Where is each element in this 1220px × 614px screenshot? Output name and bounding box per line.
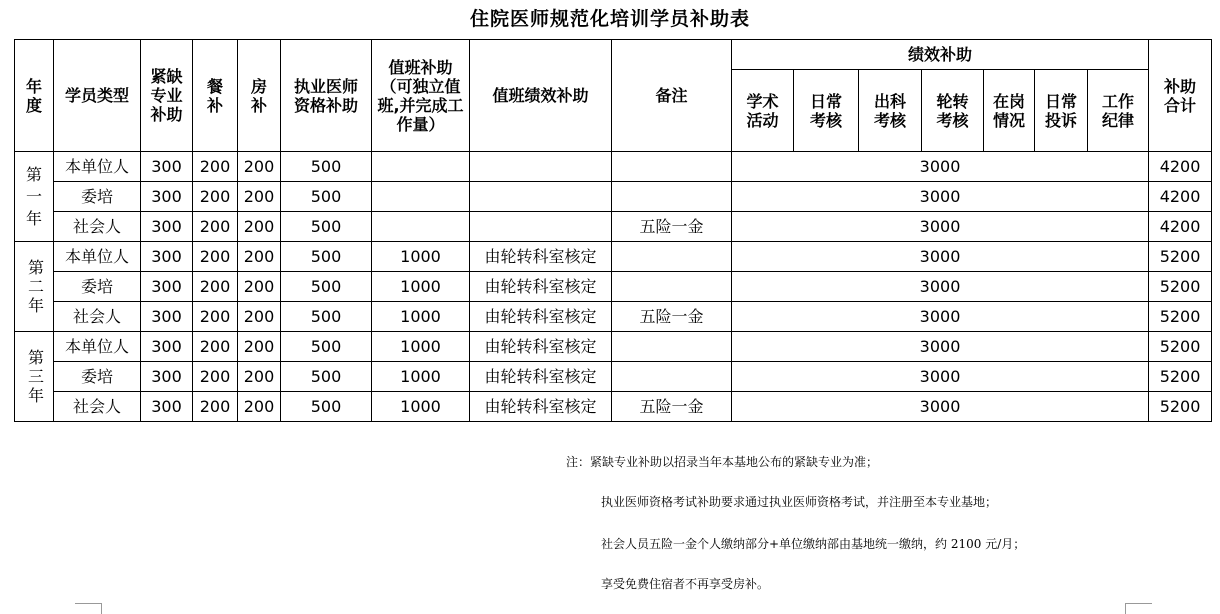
cell-type: 本单位人 — [54, 242, 141, 272]
cell-meal: 200 — [193, 332, 238, 362]
cell-housing: 200 — [238, 332, 281, 362]
table-row — [15, 362, 1212, 392]
perf-item-academic: 学术活动 — [732, 70, 794, 152]
cell-meal: 200 — [193, 302, 238, 332]
cell-type: 委培 — [54, 272, 141, 302]
cell-remark: 五险一金 — [612, 212, 732, 242]
cell-housing: 200 — [238, 302, 281, 332]
cell-total: 5200 — [1149, 302, 1212, 332]
cell-housing: 200 — [238, 392, 281, 422]
note-1: 注：紧缺专业补助以招录当年本基地公布的紧缺专业为准； — [566, 455, 879, 469]
table-row — [15, 152, 1212, 182]
cell-type: 委培 — [54, 362, 141, 392]
page-corner-mark-left — [75, 603, 102, 614]
cell-total: 5200 — [1149, 242, 1212, 272]
cell-performance: 3000 — [732, 272, 1149, 302]
perf-item-daily-assess: 日常考核 — [794, 70, 859, 152]
cell-type: 委培 — [54, 182, 141, 212]
cell-total: 4200 — [1149, 152, 1212, 182]
cell-performance: 3000 — [732, 362, 1149, 392]
cell-type: 社会人 — [54, 302, 141, 332]
cell-qualification: 500 — [281, 362, 372, 392]
year-label: 第二年 — [15, 242, 54, 332]
col-duty-perf: 值班绩效补助 — [470, 40, 612, 152]
table-row — [15, 302, 1212, 332]
cell-duty: 1000 — [372, 272, 470, 302]
cell-total: 5200 — [1149, 332, 1212, 362]
cell-duty-perf: 由轮转科室核定 — [470, 392, 612, 422]
cell-total: 4200 — [1149, 212, 1212, 242]
perf-item-exit-exam: 出科考核 — [859, 70, 922, 152]
cell-performance: 3000 — [732, 392, 1149, 422]
cell-type: 社会人 — [54, 212, 141, 242]
cell-remark: 五险一金 — [612, 392, 732, 422]
cell-meal: 200 — [193, 242, 238, 272]
cell-duty — [372, 152, 470, 182]
cell-performance: 3000 — [732, 242, 1149, 272]
col-meal: 餐补 — [193, 40, 238, 152]
col-duty: 值班补助（可独立值班,并完成工作量） — [372, 40, 470, 152]
cell-performance: 3000 — [732, 212, 1149, 242]
cell-qualification: 500 — [281, 392, 372, 422]
cell-total: 5200 — [1149, 392, 1212, 422]
year-label: 第三年 — [15, 332, 54, 422]
cell-total: 4200 — [1149, 182, 1212, 212]
cell-meal: 200 — [193, 212, 238, 242]
cell-duty-perf: 由轮转科室核定 — [470, 362, 612, 392]
header-row — [15, 40, 1212, 70]
cell-performance: 3000 — [732, 332, 1149, 362]
cell-shortage: 300 — [141, 182, 193, 212]
cell-duty: 1000 — [372, 242, 470, 272]
cell-type: 本单位人 — [54, 152, 141, 182]
cell-duty-perf — [470, 212, 612, 242]
col-performance: 绩效补助 — [732, 40, 1149, 70]
page-title: 住院医师规范化培训学员补助表 — [469, 8, 750, 30]
cell-shortage: 300 — [141, 332, 193, 362]
cell-performance: 3000 — [732, 152, 1149, 182]
cell-housing: 200 — [238, 182, 281, 212]
table-row — [15, 392, 1212, 422]
subsidy-table — [14, 39, 1212, 422]
cell-total: 5200 — [1149, 272, 1212, 302]
col-remark: 备注 — [612, 40, 732, 152]
cell-shortage: 300 — [141, 392, 193, 422]
table-row — [15, 332, 1212, 362]
cell-qualification: 500 — [281, 182, 372, 212]
cell-qualification: 500 — [281, 272, 372, 302]
cell-type: 本单位人 — [54, 332, 141, 362]
cell-meal: 200 — [193, 272, 238, 302]
cell-duty — [372, 182, 470, 212]
cell-remark — [612, 332, 732, 362]
cell-performance: 3000 — [732, 302, 1149, 332]
col-qualification: 执业医师资格补助 — [281, 40, 372, 152]
cell-duty: 1000 — [372, 302, 470, 332]
cell-duty-perf: 由轮转科室核定 — [470, 332, 612, 362]
cell-housing: 200 — [238, 242, 281, 272]
col-shortage: 紧缺专业补助 — [141, 40, 193, 152]
cell-duty-perf: 由轮转科室核定 — [470, 242, 612, 272]
cell-shortage: 300 — [141, 212, 193, 242]
cell-meal: 200 — [193, 152, 238, 182]
cell-duty-perf — [470, 182, 612, 212]
cell-qualification: 500 — [281, 152, 372, 182]
col-housing: 房补 — [238, 40, 281, 152]
cell-total: 5200 — [1149, 362, 1212, 392]
perf-item-on-duty: 在岗情况 — [984, 70, 1035, 152]
cell-remark — [612, 362, 732, 392]
cell-duty-perf: 由轮转科室核定 — [470, 302, 612, 332]
cell-qualification: 500 — [281, 242, 372, 272]
cell-duty-perf: 由轮转科室核定 — [470, 272, 612, 302]
cell-qualification: 500 — [281, 212, 372, 242]
cell-housing: 200 — [238, 272, 281, 302]
perf-item-discipline: 工作纪律 — [1088, 70, 1149, 152]
year-label: 第一年 — [15, 152, 54, 242]
cell-shortage: 300 — [141, 302, 193, 332]
cell-remark — [612, 242, 732, 272]
cell-remark — [612, 152, 732, 182]
table-row — [15, 182, 1212, 212]
note-4: 享受免费住宿者不再享受房补。 — [601, 577, 770, 591]
perf-item-complaints: 日常投诉 — [1035, 70, 1088, 152]
cell-housing: 200 — [238, 362, 281, 392]
cell-meal: 200 — [193, 182, 238, 212]
cell-housing: 200 — [238, 152, 281, 182]
cell-performance: 3000 — [732, 182, 1149, 212]
cell-duty-perf — [470, 152, 612, 182]
cell-shortage: 300 — [141, 272, 193, 302]
table-row — [15, 242, 1212, 272]
cell-meal: 200 — [193, 362, 238, 392]
cell-remark: 五险一金 — [612, 302, 732, 332]
cell-shortage: 300 — [141, 362, 193, 392]
table-row — [15, 272, 1212, 302]
col-type: 学员类型 — [54, 40, 141, 152]
cell-housing: 200 — [238, 212, 281, 242]
cell-remark — [612, 272, 732, 302]
cell-shortage: 300 — [141, 242, 193, 272]
table-row — [15, 212, 1212, 242]
col-year: 年度 — [15, 40, 54, 152]
cell-type: 社会人 — [54, 392, 141, 422]
cell-duty — [372, 212, 470, 242]
cell-duty: 1000 — [372, 392, 470, 422]
cell-qualification: 500 — [281, 332, 372, 362]
cell-qualification: 500 — [281, 302, 372, 332]
note-2: 执业医师资格考试补助要求通过执业医师资格考试，并注册至本专业基地； — [601, 495, 998, 509]
cell-duty: 1000 — [372, 332, 470, 362]
note-3: 社会人员五险一金个人缴纳部分+单位缴纳部由基地统一缴纳，约 2100 元/月； — [601, 537, 1026, 551]
cell-meal: 200 — [193, 392, 238, 422]
cell-duty: 1000 — [372, 362, 470, 392]
cell-remark — [612, 182, 732, 212]
perf-item-rotation-exam: 轮转考核 — [922, 70, 984, 152]
cell-shortage: 300 — [141, 152, 193, 182]
col-total: 补助合计 — [1149, 40, 1212, 152]
page-corner-mark-right — [1125, 603, 1152, 614]
